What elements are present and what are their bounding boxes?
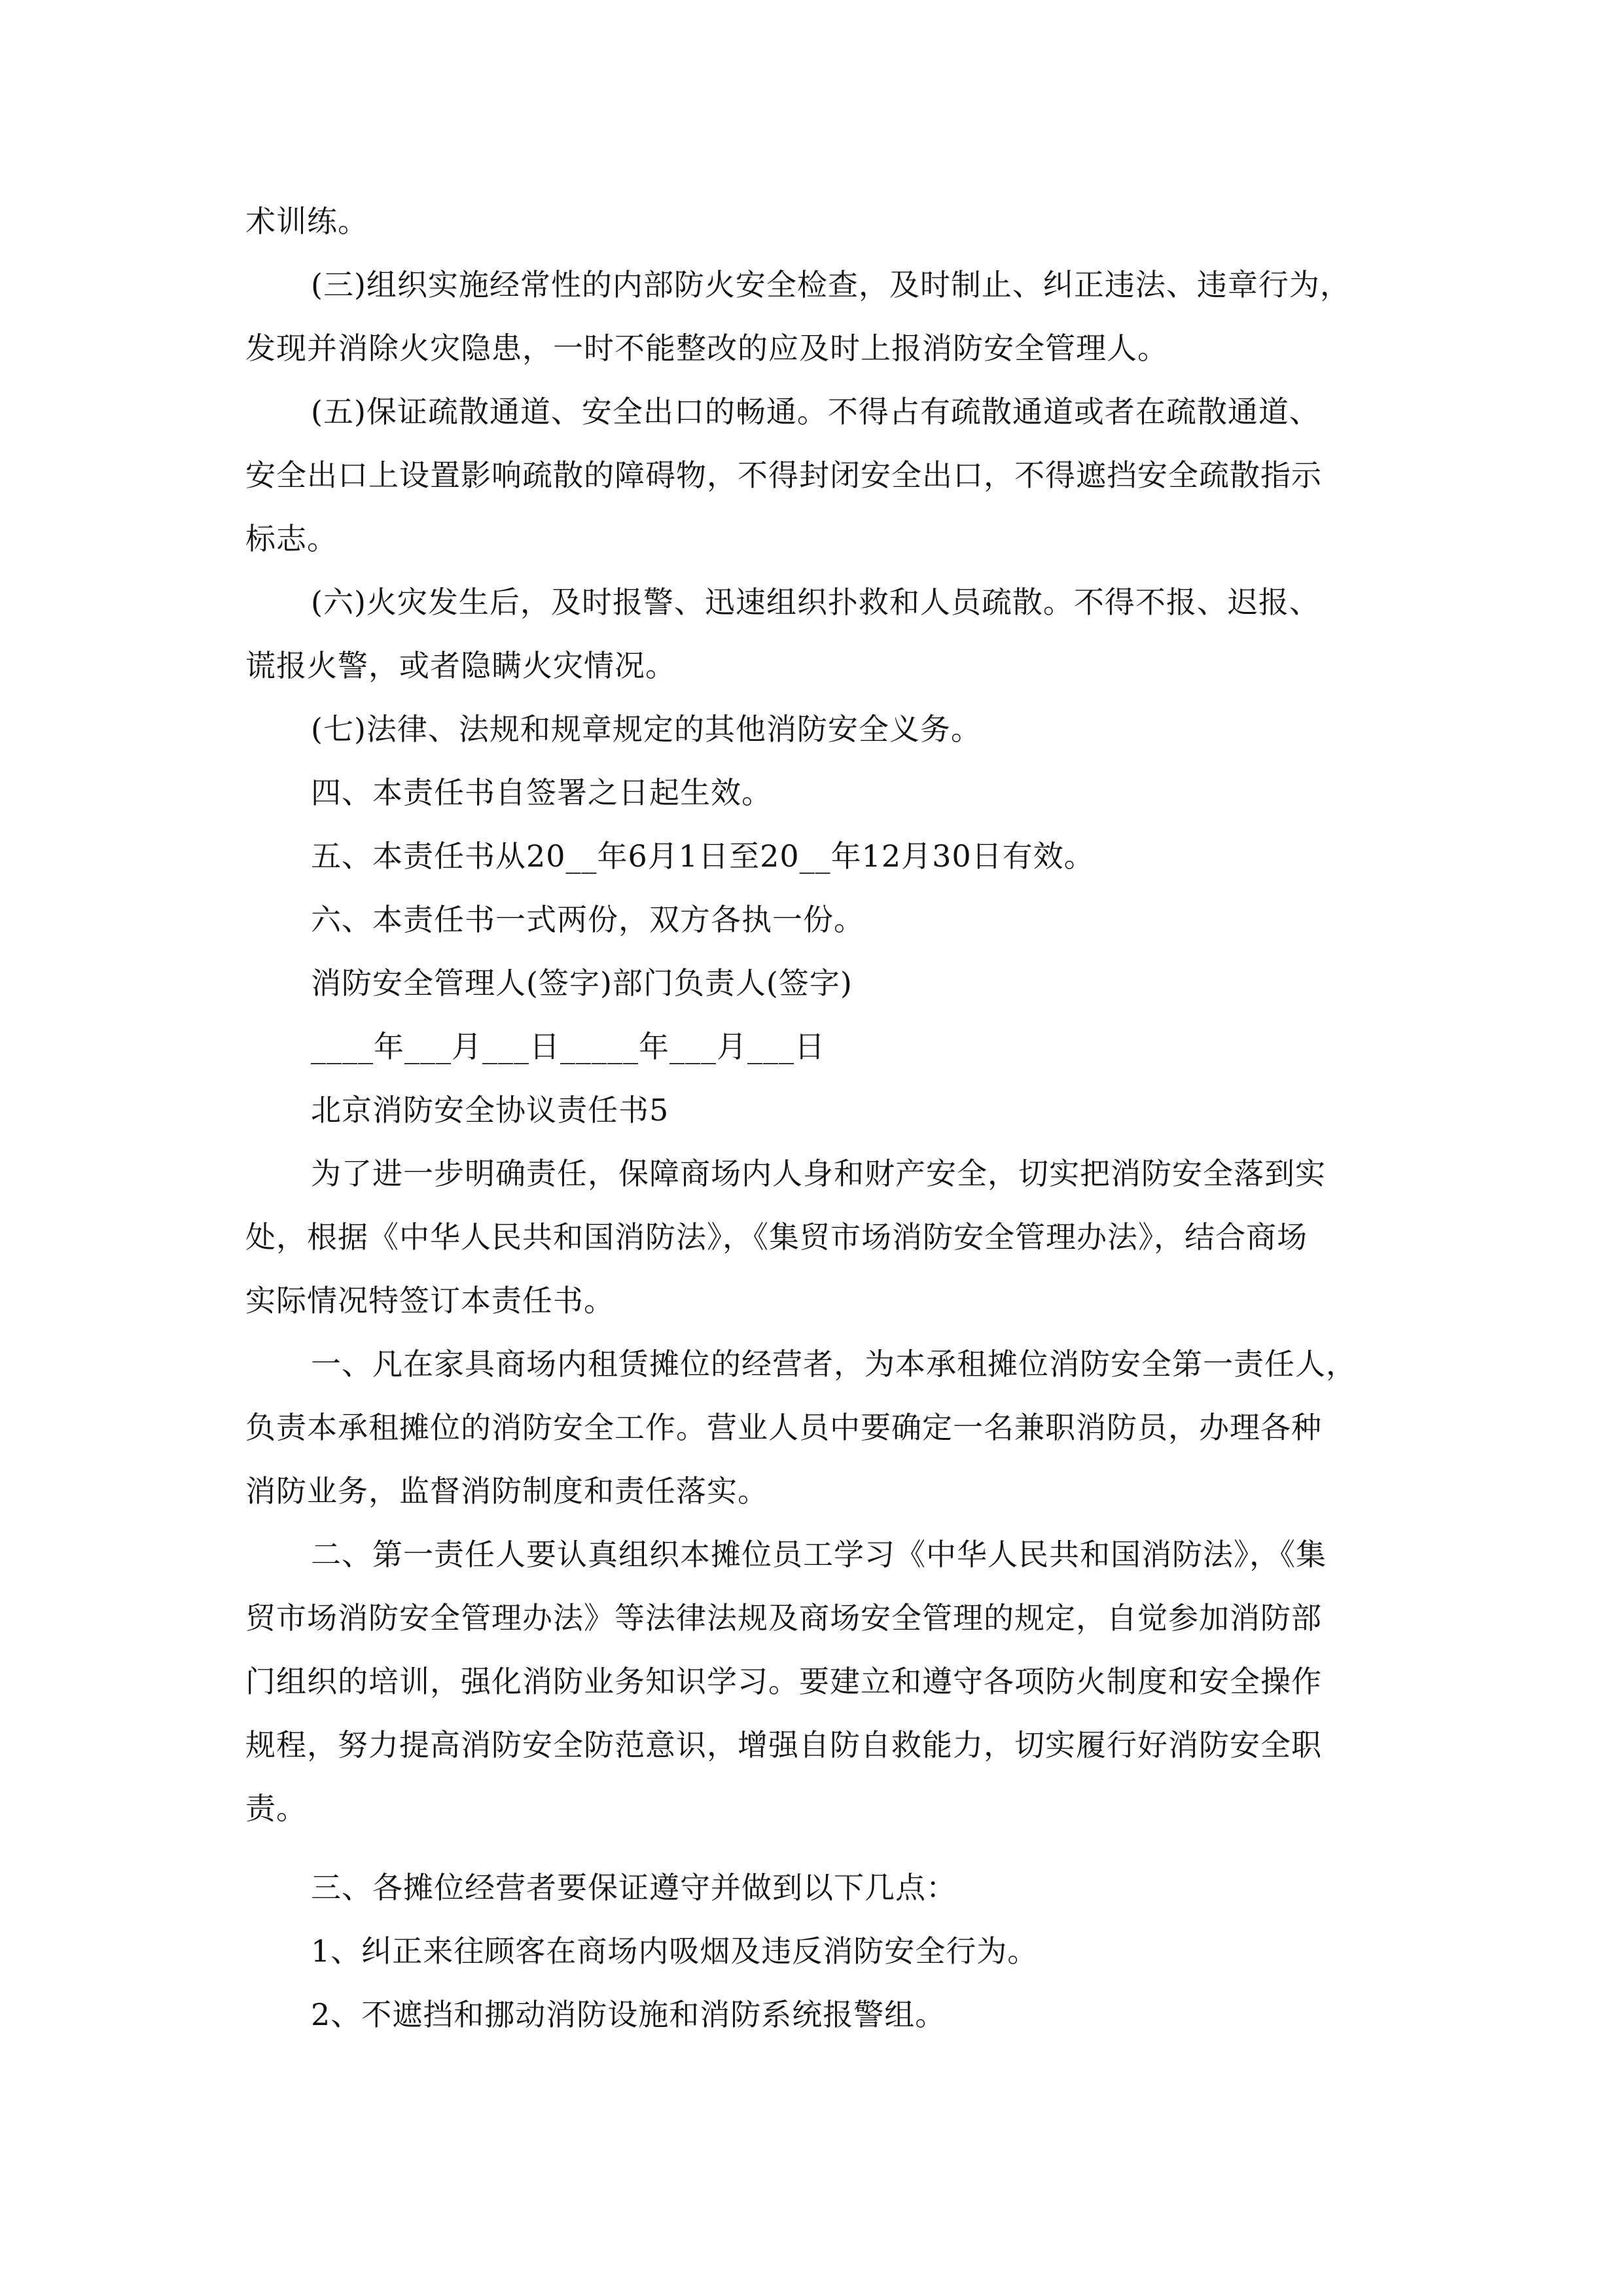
text-line: (七)法律、法规和规章规定的其他消防安全义务。 — [311, 711, 982, 747]
date-line: ____年___月___日_____年___月___日 — [311, 1029, 825, 1064]
text-line: 消防业务，监督消防制度和责任落实。 — [245, 1473, 768, 1509]
text-line: (五)保证疏散通道、安全出口的畅通。不得占有疏散通道或者在疏散通道、 — [311, 394, 1320, 429]
text-line: 发现并消除火灾隐患，一时不能整改的应及时上报消防安全管理人。 — [245, 331, 1168, 366]
text-line: 安全出口上设置影响疏散的障碍物，不得封闭安全出口，不得遮挡安全疏散指示 — [245, 457, 1322, 493]
text-line: 谎报火警，或者隐瞒火灾情况。 — [245, 648, 676, 683]
text-line: 标志。 — [245, 521, 338, 556]
paragraph-gap — [245, 1840, 1397, 1856]
text-line: 实际情况特签订本责任书。 — [245, 1283, 615, 1318]
text-line: 处，根据《中华人民共和国消防法》，《集贸市场消防安全管理办法》，结合商场 — [245, 1219, 1308, 1255]
section-title: 北京消防安全协议责任书5 — [311, 1092, 669, 1128]
text-line: 2、不遮挡和挪动消防设施和消防系统报警组。 — [311, 1997, 946, 2032]
text-line: 三、各摊位经营者要保证遵守并做到以下几点： — [311, 1870, 957, 1905]
text-line: 责。 — [245, 1791, 307, 1826]
text-line: 负责本承租摊位的消防安全工作。营业人员中要确定一名兼职消防员，办理各种 — [245, 1410, 1322, 1445]
text-line: 五、本责任书从20__年6月1日至20__年12月30日有效。 — [311, 838, 1095, 874]
text-line: 四、本责任书自签署之日起生效。 — [311, 775, 772, 810]
text-line: 一、凡在家具商场内租赁摊位的经营者，为本承租摊位消防安全第一责任人， — [311, 1346, 1357, 1382]
text-line: (六)火灾发生后，及时报警、迅速组织扑救和人员疏散。不得不报、迟报、 — [311, 584, 1320, 620]
text-line: 贸市场消防安全管理办法》等法律法规及商场安全管理的规定，自觉参加消防部 — [245, 1600, 1322, 1636]
text-line: 门组织的培训，强化消防业务知识学习。要建立和遵守各项防火制度和安全操作 — [245, 1664, 1322, 1699]
text-line: 术训练。 — [245, 204, 368, 239]
signature-line: 消防安全管理人(签字)部门负责人(签字) — [311, 965, 853, 1001]
text-line: 规程，努力提高消防安全防范意识，增强自防自救能力，切实履行好消防安全职 — [245, 1727, 1322, 1763]
text-line: 为了进一步明确责任，保障商场内人身和财产安全，切实把消防安全落到实 — [311, 1156, 1326, 1191]
text-line: 二、第一责任人要认真组织本摊位员工学习《中华人民共和国消防法》，《集 — [311, 1537, 1327, 1572]
text-line: (三)组织实施经常性的内部防火安全检查，及时制止、纠正违法、违章行为， — [311, 267, 1351, 302]
document-body — [245, 190, 1397, 2047]
text-line: 1、纠正来往顾客在商场内吸烟及违反消防安全行为。 — [311, 1933, 1039, 1969]
text-line: 六、本责任书一式两份，双方各执一份。 — [311, 902, 865, 937]
